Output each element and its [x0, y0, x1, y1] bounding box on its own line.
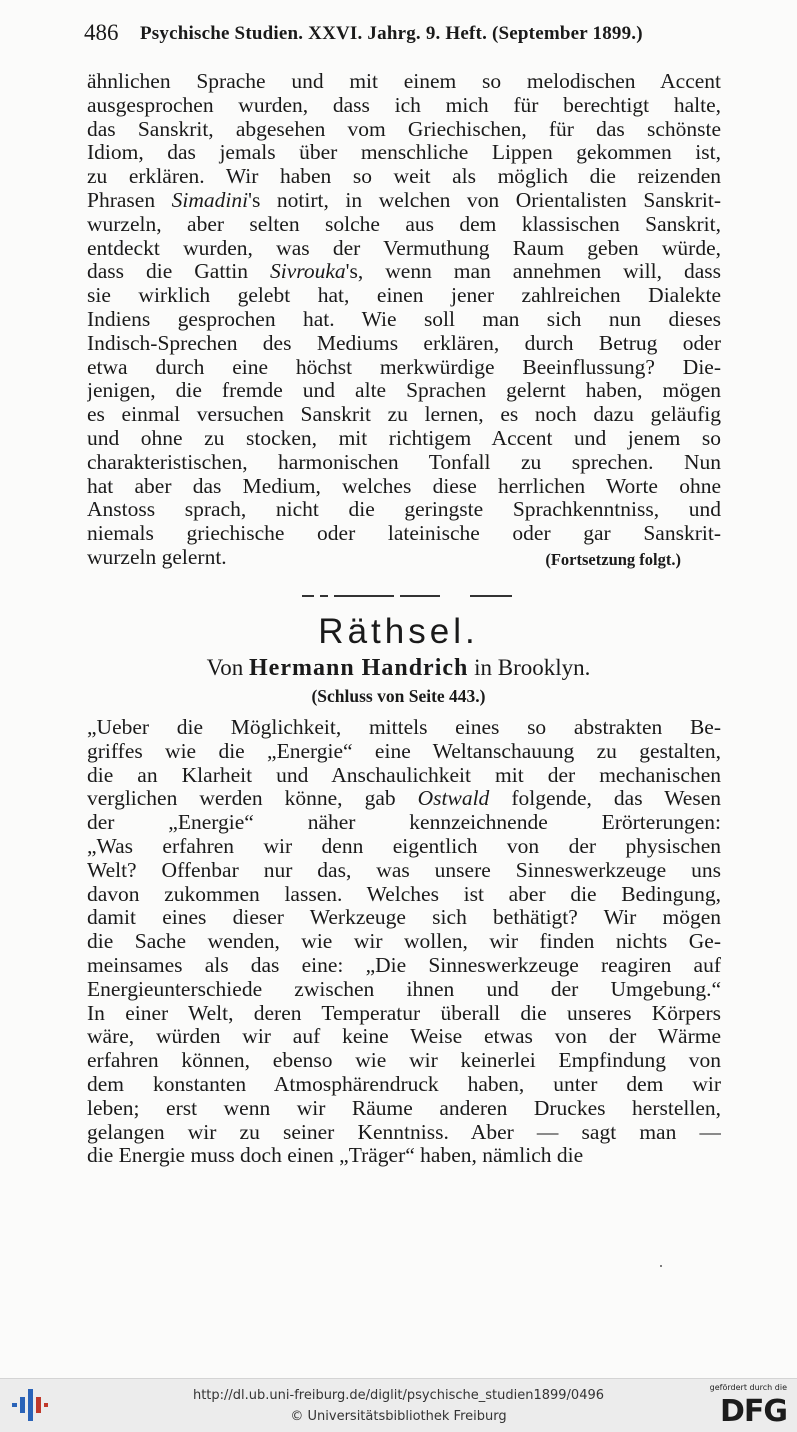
article-byline: [0, 655, 797, 682]
text-line: [87, 475, 721, 499]
running-header: [84, 20, 724, 48]
italic-name: Simadini: [171, 188, 249, 212]
article-author: Hermann Handrich: [249, 655, 469, 681]
text-run: „Was erfahren wir denn eigentlich von der physischen: [87, 834, 721, 858]
text-run: zu erklären. Wir haben so weit als möglich die reizenden: [87, 165, 721, 189]
text-line: [87, 189, 721, 213]
text-line: [87, 451, 721, 475]
text-run: jenigen, die fremde und alte Sprachen gelernt haben, mögen: [87, 379, 721, 403]
text-line: [87, 1025, 721, 1049]
text-line: [87, 498, 721, 522]
text-run: etwa durch eine höchst merkwürdige Beeinflussung? Die-: [87, 355, 721, 379]
page-number: 486: [84, 20, 119, 45]
dfg-logo-text: DFG: [719, 1394, 787, 1429]
text-run: Indiens gesprochen hat. Wie soll man sich nun dieses: [87, 307, 721, 331]
text-run: hat aber das Medium, welches diese herrlichen Worte ohne: [87, 474, 721, 498]
text-run: die Energie muss doch einen „Träger“ haben, nämlich die: [87, 1144, 584, 1168]
text-line: [87, 859, 721, 883]
text-run: meinsames als das eine: „Die Sinneswerkzeuge reagiren auf: [87, 953, 721, 977]
text-line: [87, 118, 721, 142]
text-run: Phrasen: [87, 188, 172, 212]
text-run: ausgesprochen wurden, dass ich mich für berechtigt halte,: [87, 93, 721, 117]
text-line: [87, 284, 721, 308]
italic-name: Ostwald: [417, 787, 490, 811]
text-line: [87, 308, 721, 332]
text-run: ähnlichen Sprache und mit einem so melodischen Accent: [87, 70, 721, 93]
text-line: [87, 1073, 721, 1097]
text-run: dem konstanten Atmosphärendruck haben, unter dem wir: [87, 1072, 721, 1096]
text-line: [87, 213, 721, 237]
text-run: die Sache wenden, wie wir wollen, wir finden nichts Ge-: [87, 930, 721, 954]
text-run: niemals griechische oder lateinische oder gar Sanskrit-: [87, 522, 721, 546]
scan-speck: [660, 1265, 662, 1267]
text-line: [87, 546, 721, 570]
text-line: [87, 1121, 721, 1145]
copyright-notice: © Universitätsbibliothek Freiburg: [290, 1409, 507, 1424]
text-line: [87, 1097, 721, 1121]
text-run: griffes wie die „Energie“ eine Weltanschauung zu gestalten,: [87, 739, 721, 763]
text-run: leben; erst wenn wir Räume anderen Druckes herstellen,: [87, 1096, 721, 1120]
text-run: es einmal versuchen Sanskrit zu lernen, es noch dazu geläufig: [87, 403, 721, 427]
text-line: [87, 978, 721, 1002]
text-run: folgende, das Wesen: [489, 787, 721, 811]
text-run: 's, wenn man annehmen will, dass: [345, 260, 721, 284]
text-line: [87, 332, 721, 356]
continuation-note: (Fortsetzung folgt.): [545, 549, 681, 569]
text-line: [87, 1049, 721, 1073]
text-line: [87, 94, 721, 118]
funding-note: gefördert durch die: [709, 1383, 787, 1392]
text-run: wurzeln, aber selten solche aus dem klassischen Sanskrit,: [87, 212, 721, 236]
text-line: [87, 70, 721, 94]
text-line: [87, 356, 721, 380]
byline-suffix: in Brooklyn.: [474, 655, 591, 680]
text-run: sie wirklich gelebt hat, einen jener zahlreichen Dialekte: [87, 284, 721, 308]
text-line: [87, 906, 721, 930]
text-line: [87, 260, 721, 284]
text-run: erfahren können, ebenso wie wir keinerlei Empfindung von: [87, 1049, 721, 1073]
section-divider: [302, 595, 512, 599]
text-line: [87, 835, 721, 859]
text-run: davon zukommen lassen. Welches ist aber die Bedingung,: [87, 882, 721, 906]
text-run: charakteristischen, harmonischen Tonfall zu sprechen. Nun: [87, 450, 721, 474]
text-run: Welt? Offenbar nur das, was unsere Sinneswerkzeuge uns: [87, 858, 721, 882]
continuation-reference: (Schluss von Seite 443.): [311, 686, 486, 706]
text-line: [87, 954, 721, 978]
dfg-logo: [703, 1383, 787, 1428]
text-line: [87, 1144, 721, 1168]
text-line: [87, 427, 721, 451]
text-run: und ohne zu stocken, mit richtigem Accent und jenem so: [87, 426, 721, 450]
text-line: [87, 522, 721, 546]
continued-article-text: [87, 70, 721, 570]
text-line: [87, 379, 721, 403]
text-line: [87, 740, 721, 764]
text-run: der „Energie“ näher kennzeichnende Erörterungen:: [87, 811, 721, 835]
text-line: [87, 811, 721, 835]
text-line: [87, 165, 721, 189]
text-run: verglichen werden könne, gab: [87, 787, 418, 811]
text-run: wäre, würden wir auf keine Weise etwas von der Wärme: [87, 1025, 721, 1049]
text-run: Energieunterschiede zwischen ihnen und der Umgebung.“: [87, 977, 721, 1001]
text-run: die an Klarheit und Anschaulichkeit mit der mechanischen: [87, 763, 721, 787]
text-run: Idiom, das jemals über menschliche Lippen gekommen ist,: [87, 141, 721, 165]
text-run: wurzeln gelernt.: [87, 545, 227, 569]
italic-name: Sivrouka: [270, 260, 346, 284]
text-line: [87, 1002, 721, 1026]
permalink-url[interactable]: http://dl.ub.uni-freiburg.de/diglit/psychische_studien1899/0496: [192, 1388, 605, 1403]
text-run: „Ueber die Möglichkeit, mittels eines so abstrakten Be-: [87, 716, 721, 739]
text-run: das Sanskrit, abgesehen vom Griechischen, für das schönste: [87, 117, 721, 141]
viewer-footer: [0, 1378, 797, 1432]
text-run: 's notirt, in welchen von Orientalisten Sanskrit-: [248, 188, 721, 212]
text-line: [87, 403, 721, 427]
article-title: Räthsel.: [318, 612, 479, 651]
text-line: [87, 787, 721, 811]
text-run: In einer Welt, deren Temperatur überall die unseres Körpers: [87, 1001, 721, 1025]
text-line: [87, 764, 721, 788]
text-run: dass die Gattin: [87, 260, 270, 284]
text-line: [87, 930, 721, 954]
text-run: damit eines dieser Werkzeuge sich bethätigt? Wir mögen: [87, 906, 721, 930]
text-line: [87, 237, 721, 261]
text-run: gelangen wir zu seiner Kenntniss. Aber — sagt man —: [87, 1120, 721, 1144]
article-body-text: [87, 716, 721, 1168]
text-line: [87, 883, 721, 907]
text-run: entdeckt wurden, was der Vermuthung Raum geben würde,: [87, 236, 721, 260]
text-line: [87, 716, 721, 740]
text-line: [87, 141, 721, 165]
byline-prefix: Von: [206, 655, 244, 680]
text-run: Indisch-Sprechen des Mediums erklären, durch Betrug oder: [87, 331, 721, 355]
text-run: Anstoss sprach, nicht die geringste Sprachkenntniss, und: [87, 498, 721, 522]
running-title: Psychische Studien. XXVI. Jahrg. 9. Heft. (September 1899.): [140, 23, 643, 44]
